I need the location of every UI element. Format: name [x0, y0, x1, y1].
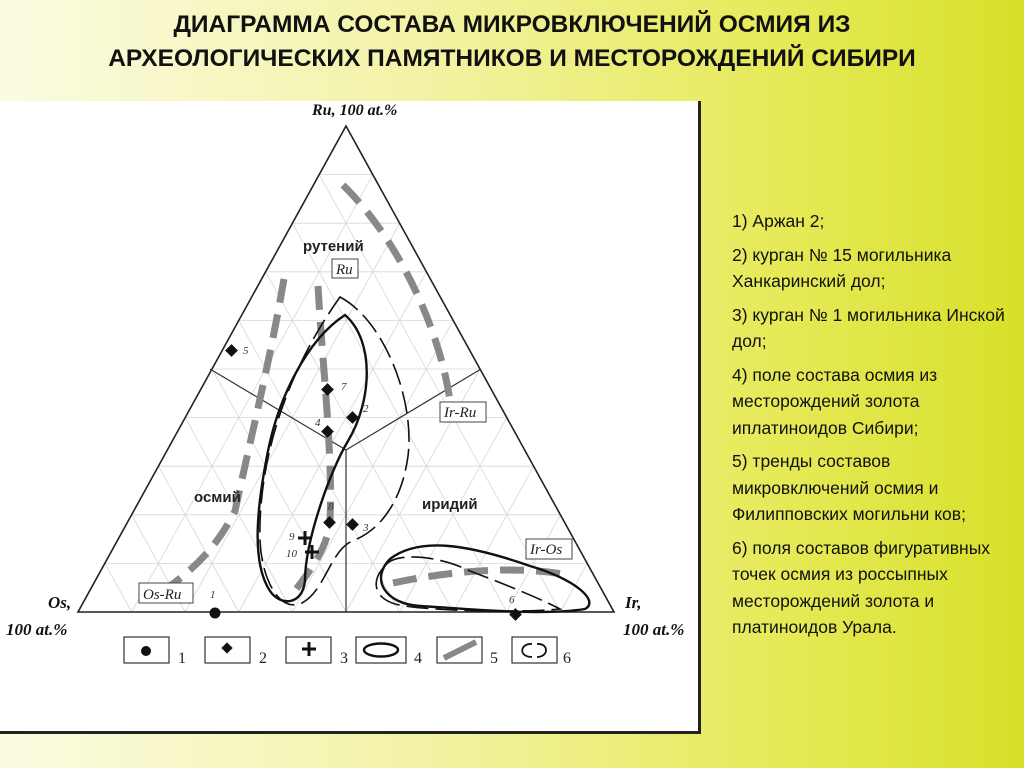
trend-line-left [170, 279, 284, 586]
point-marker-1 [210, 608, 221, 619]
point-label-1: 1 [210, 589, 216, 601]
legend-item-6: 6) поля составов фигуративных точек осмия из россыпных месторождений золота и платиноидов Урала. [732, 537, 991, 637]
symbol-legend-number-1: 1 [178, 650, 186, 667]
point-marker-5 [225, 344, 238, 357]
slide-title [0, 8, 1024, 76]
symbol-legend [124, 637, 571, 667]
legend-item-5: 5) тренды составов микровключений осмия и Филипповских могильни ков; [732, 451, 966, 524]
point-labels [210, 345, 515, 606]
field-name-ruthenium: рутений [303, 238, 364, 255]
ural-fields [260, 297, 563, 611]
apex-label-ir: Ir, [625, 593, 642, 612]
slide-title-line-1: ДИАГРАММА СОСТАВА МИКРОВКЛЮЧЕНИЙ ОСМИЯ ИЗ [173, 11, 851, 38]
grid-line [105, 563, 132, 612]
field-name-osmium: осмий [194, 489, 241, 506]
point-marker-3 [346, 518, 359, 531]
symbol-legend-number-2: 2 [259, 650, 267, 667]
symbol-legend-number-4: 4 [414, 650, 422, 667]
box-label-ir-os: Ir-Os [530, 542, 563, 558]
point-label-7: 7 [341, 381, 347, 393]
point-label-4: 4 [315, 417, 321, 429]
box-label-ir-os-group [526, 539, 572, 559]
grid-line [560, 563, 587, 612]
ternary-diagram-panel [0, 101, 701, 734]
trend-lines [170, 185, 568, 596]
point-label-8: 8 [328, 501, 334, 513]
box-label-ru: Ru [336, 262, 353, 278]
box-label-ir-ru: Ir-Ru [444, 405, 477, 421]
symbol-legend-number-6: 6 [563, 650, 571, 667]
point-label-9: 9 [289, 531, 295, 543]
symbol-legend-item-4 [356, 637, 422, 667]
box-label-ru-group [332, 259, 358, 278]
point-label-5: 5 [243, 345, 249, 357]
apex-label-os: Os, [48, 593, 72, 612]
point-label-10: 10 [286, 548, 297, 560]
apex-label-os-unit: 100 at.% [6, 620, 68, 639]
box-label-ir-ru-group [440, 402, 486, 422]
legend-item-1: 1) Аржан 2; [732, 211, 825, 231]
field-name-iridium: иридий [422, 496, 478, 513]
apex-label-ir-unit: 100 at.% [623, 620, 685, 639]
point-marker-6 [509, 608, 522, 621]
grid-line [453, 466, 533, 612]
box-label-os-ru-group [139, 583, 193, 603]
symbol-legend-item-6 [512, 637, 571, 667]
point-label-3: 3 [363, 522, 369, 534]
symbol-legend-number-5: 5 [490, 650, 498, 667]
symbol-legend-item-1 [124, 637, 186, 667]
symbol-legend-number-3: 3 [340, 650, 348, 667]
slide-title-line-2: АРХЕОЛОГИЧЕСКИХ ПАМЯТНИКОВ И МЕСТОРОЖДЕНИЙ СИБИРИ [108, 45, 916, 72]
legend-item-2: 2) курган № 15 могильника Ханкаринский дол; [732, 244, 952, 291]
symbol-legend-item-2 [205, 637, 267, 667]
ternary-diagram [0, 101, 698, 731]
symbol-legend-item-3 [286, 637, 348, 667]
point-marker-8 [323, 516, 336, 529]
legend-item-4: 4) поле состава осмия из месторождений золота иплатиноидов Сибири; [732, 364, 938, 438]
legend-item-3: 3) курган № 1 могильника Инской дол; [732, 304, 1005, 351]
point-label-6: 6 [509, 594, 515, 606]
symbol-legend-item-5 [437, 637, 498, 667]
legend-description [732, 208, 1014, 648]
point-label-2: 2 [363, 403, 369, 415]
box-label-os-ru: Os-Ru [143, 587, 182, 603]
apex-label-ru: Ru, 100 at.% [312, 102, 398, 119]
